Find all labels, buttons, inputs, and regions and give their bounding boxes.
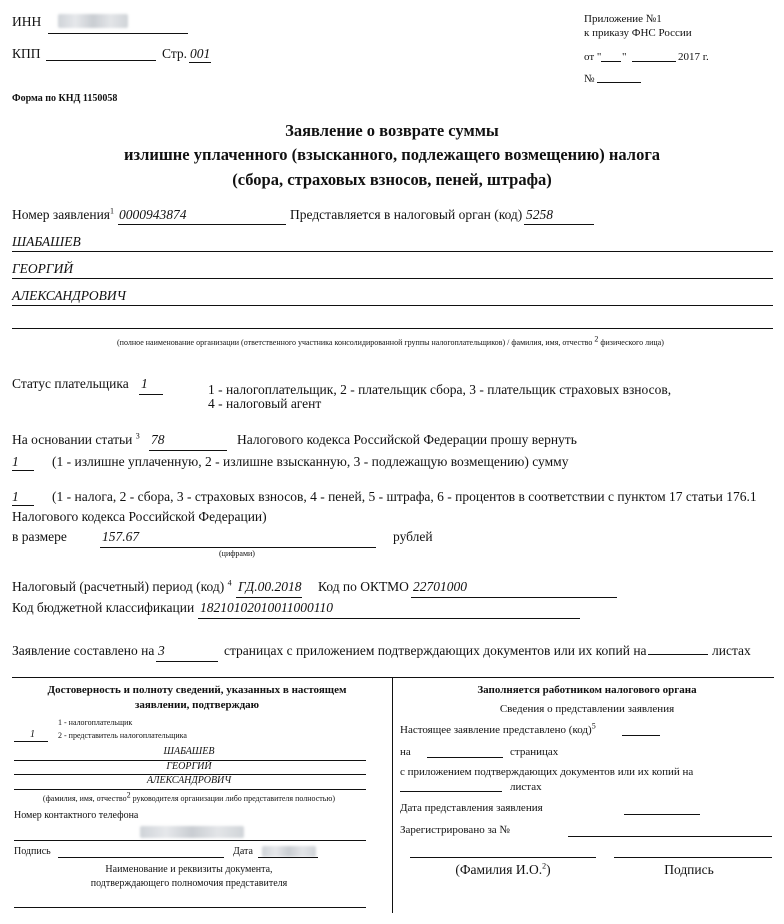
payer-status-underline <box>139 394 163 395</box>
signer-option1: 1 - налогоплательщик <box>58 718 133 727</box>
taxpayer-name-line3 <box>12 305 773 306</box>
taxpayer-patronymic: АЛЕКСАНДРОВИЧ <box>12 288 126 303</box>
application-number-label: Номер заявления$^1$ <box>12 206 115 222</box>
bottom-section-top-border <box>12 677 774 678</box>
taxpayer-name-line1 <box>12 251 773 252</box>
page-label: Стр. <box>162 46 188 61</box>
page-value: 001 <box>190 46 211 61</box>
article-value: 78 <box>151 432 165 447</box>
order-date-mid: " <box>622 51 627 63</box>
signature-underline <box>58 857 224 858</box>
signature-label: Подпись <box>14 846 51 857</box>
document-title-line1: Заявление о возврате суммы <box>285 121 499 140</box>
bottom-section-divider <box>392 677 393 913</box>
appendix-line1: Приложение №1 <box>584 13 662 25</box>
oktmo-label: Код по ОКТМО <box>318 579 409 594</box>
refund-type-text: (1 - налога, 2 - сбора, 3 - страховых взносов, 4 - пеней, 5 - штрафа, 6 - процентов в соответствии с пунктом 17 статьи 176.1 <box>52 489 757 504</box>
authority-doc-line1: Наименование и реквизиты документа, <box>105 864 273 875</box>
period-underline <box>236 597 302 598</box>
authority-doc-underline <box>14 907 366 908</box>
kpp-label: КПП <box>12 46 41 61</box>
officer-docs-label: с приложением подтверждающих документов или их копий на <box>400 766 694 778</box>
confirm-title-line2: заявлении, подтверждаю <box>134 699 260 711</box>
taxpayer-name-line4 <box>12 328 773 329</box>
taxpayer-firstname: ГЕОРГИЙ <box>12 261 74 276</box>
kbk-label: Код бюджетной классификации <box>12 600 195 615</box>
signer-name-caption: (фамилия, имя, отчество$^2$ руководителя организации либо представителя полностью) <box>42 790 336 803</box>
officer-fio-underline <box>410 857 596 858</box>
submission-date-label: Дата представления заявления <box>400 802 543 814</box>
officer-on-label: на <box>400 746 411 758</box>
article-text: Налогового кодекса Российской Федерации прошу вернуть <box>237 432 577 447</box>
refund-kind-underline <box>12 470 34 471</box>
order-number-label: № <box>584 73 595 85</box>
form-code: Форма по КНД 1150058 <box>12 93 118 104</box>
signer-firstname: ГЕОРГИЙ <box>166 761 212 772</box>
confirm-title-line1: Достоверность и полноту сведений, указанных в настоящем <box>47 684 347 696</box>
payer-status-value: 1 <box>141 376 148 391</box>
date-underline <box>258 857 318 858</box>
amount-value: 157.67 <box>102 529 140 544</box>
taxpayer-name-caption: (полное наименование организации (ответственного участника консолидированной группы налогоплательщиков) / фамилия, имя, отчество $^2$ физического лица) <box>117 334 664 347</box>
submission-code-underline <box>622 735 660 736</box>
kbk-underline <box>198 618 580 619</box>
period-value: ГД.00.2018 <box>238 579 302 594</box>
application-number-value: 0000943874 <box>119 207 187 222</box>
phone-label: Номер контактного телефона <box>14 810 139 821</box>
registered-underline <box>568 836 772 837</box>
pages-prefix: Заявление составлено на <box>12 643 155 658</box>
amount-caption: (цифрами) <box>219 549 255 558</box>
signer-patronymic: АЛЕКСАНДРОВИЧ <box>146 775 232 786</box>
refund-type-text2: Налогового кодекса Российской Федерации) <box>12 509 267 524</box>
sheets-underline <box>648 654 708 655</box>
tax-organ-label: Представляется в налоговый орган (код) <box>290 207 523 222</box>
signer-type-value: 1 <box>30 729 35 740</box>
oktmo-value: 22701000 <box>413 579 467 594</box>
payer-status-options-line1: 1 - налогоплательщик, 2 - плательщик сбора, 3 - плательщик страховых взносов, <box>208 382 672 397</box>
pages-middle: страницах с приложением подтверждающих документов или их копий на <box>224 643 647 658</box>
page-underline <box>189 62 211 63</box>
pages-count: 3 <box>158 643 165 658</box>
refund-type-underline <box>12 505 34 506</box>
tax-organ-underline <box>524 224 594 225</box>
appendix-line2: к приказу ФНС России <box>584 27 692 39</box>
date-label: Дата <box>233 846 253 857</box>
kbk-value: 18210102010011000110 <box>200 600 333 615</box>
officer-block-title: Заполняется работником налогового органа <box>477 684 697 696</box>
refund-kind-text: (1 - излишне уплаченную, 2 - излишне взысканную, 3 - подлежащую возмещению) сумму <box>52 454 569 469</box>
phone-underline <box>14 840 366 841</box>
officer-sheets-underline <box>400 791 502 792</box>
order-day-line <box>601 61 621 62</box>
document-title-line2: излишне уплаченного (взысканного, подлежащего возмещению) налога <box>123 145 661 164</box>
pages-suffix: листах <box>712 643 751 658</box>
order-date-prefix: от " <box>584 51 602 63</box>
officer-signature-caption: Подпись <box>664 862 714 877</box>
signer-surname: ШАБАШЕВ <box>163 746 215 757</box>
officer-sheets-label: листах <box>510 781 542 793</box>
officer-signature-underline <box>614 857 772 858</box>
pages-underline <box>156 661 218 662</box>
taxpayer-surname: ШАБАШЕВ <box>12 234 81 249</box>
submission-date-underline <box>624 814 700 815</box>
phone-value-redacted <box>140 826 244 838</box>
tax-organ-code: 5258 <box>526 207 553 222</box>
amount-label: в размере <box>12 529 67 544</box>
kpp-underline <box>46 60 156 61</box>
order-month-line <box>632 61 676 62</box>
application-number-underline <box>118 224 286 225</box>
article-label: На основании статьи $^3$ <box>12 431 140 447</box>
amount-unit: рублей <box>393 529 433 544</box>
signer-name-line3 <box>14 789 366 790</box>
order-year: 2017 г. <box>678 51 709 63</box>
amount-underline <box>100 547 376 548</box>
inn-label: ИНН <box>12 14 42 29</box>
article-underline <box>149 450 227 451</box>
document-title-line3: (сбора, страховых взносов, пеней, штрафа) <box>232 170 552 189</box>
signer-option2: 2 - представитель налогоплательщика <box>58 731 187 740</box>
payer-status-label: Статус плательщика <box>12 376 129 391</box>
date-value-redacted <box>262 846 316 857</box>
authority-doc-line2: подтверждающего полномочия представителя <box>90 878 288 889</box>
signer-type-underline <box>14 741 48 742</box>
submission-code-label: Настоящее заявление представлено (код)$^5$ <box>400 721 596 736</box>
taxpayer-name-line2 <box>12 278 773 279</box>
officer-fio-caption: (Фамилия И.О.$^2$) <box>455 861 551 877</box>
officer-pages-underline <box>427 757 503 758</box>
period-label: Налоговый (расчетный) период (код) $^4$ <box>12 578 232 594</box>
refund-type-value: 1 <box>12 489 19 504</box>
order-number-line <box>597 82 641 83</box>
payer-status-options-line2: 4 - налоговый агент <box>208 396 322 411</box>
inn-underline <box>48 33 188 34</box>
oktmo-underline <box>411 597 617 598</box>
officer-pages-label: страницах <box>510 746 559 758</box>
officer-block-subtitle: Сведения о представлении заявления <box>499 703 675 715</box>
refund-kind-value: 1 <box>12 454 19 469</box>
registered-label: Зарегистрировано за № <box>400 824 510 836</box>
inn-value-redacted <box>58 14 128 28</box>
